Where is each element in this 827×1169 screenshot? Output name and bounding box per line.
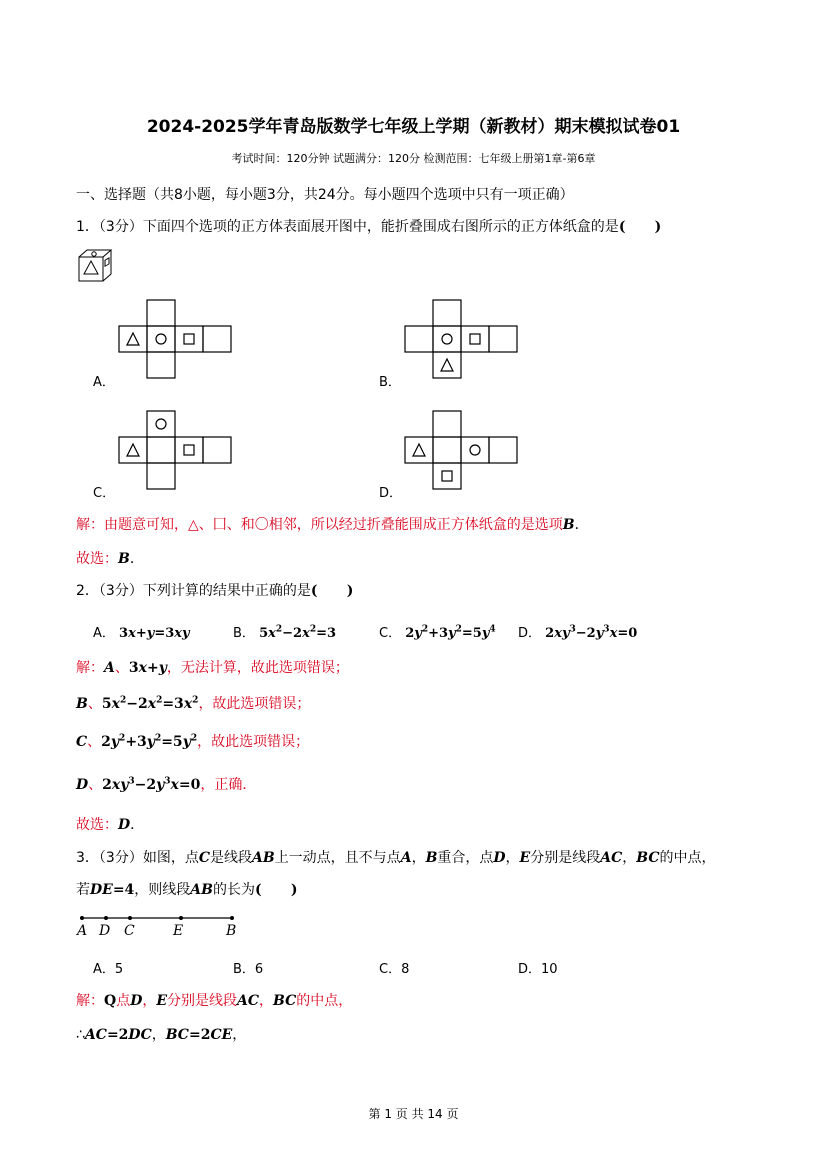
q1-option-d-net <box>404 409 518 493</box>
point-b <box>230 916 234 920</box>
page-title: 2024-2025学年青岛版数学七年级上学期（新教材）期末模拟试卷01 <box>146 117 681 137</box>
point-c <box>128 916 132 920</box>
q3-option-b: B．6 <box>233 962 264 977</box>
q2-option-d: D． $2xy^3-2y^3x=0$ <box>518 624 638 641</box>
q2-answer: 故选：D． <box>76 817 145 833</box>
reference-cube-figure <box>76 248 118 284</box>
label-b: B <box>226 923 237 939</box>
q1-option-d-label: D． <box>379 486 403 501</box>
q1-answer: 故选：B． <box>76 551 144 567</box>
q2-solution-c: C、$2y^2+3y^2=5y^2$，故此选项错误； <box>76 733 310 750</box>
circle-icon <box>470 445 480 455</box>
q2-option-b: B． $5x^2-2x^2=3$ <box>233 624 337 641</box>
point-e <box>179 916 183 920</box>
label-e: E <box>173 923 184 939</box>
square-icon <box>184 445 194 455</box>
q2-option-c: C． $2y^2+3y^2=5y^4$ <box>379 624 496 641</box>
q2-solution-d: D、$2xy^3-2y^3x=0$，正确． <box>76 776 257 793</box>
square-icon <box>184 334 194 344</box>
square-icon <box>442 471 452 481</box>
q1-option-c-net <box>118 409 232 493</box>
q3-solution-line2: ∴AC=2DC，BC=2CE， <box>76 1027 247 1043</box>
q3-option-a: A．5 <box>93 962 124 977</box>
q3-stem-line1: 3．（3分）如图，点C是线段AB上一动点，且不与点A，B重合，点D，E分别是线段AC，BC的中点， <box>76 850 716 866</box>
q1-option-b-net <box>404 298 518 382</box>
q3-option-c: C．8 <box>379 962 410 977</box>
triangle-icon <box>127 333 139 345</box>
circle-icon <box>442 334 452 344</box>
triangle-icon <box>413 444 425 456</box>
q1-option-a-net <box>118 298 232 382</box>
q2-solution-a: 解：A、3x+y，无法计算，故此选项错误； <box>76 660 349 676</box>
q1-option-b-label: B． <box>379 375 401 390</box>
label-d: D <box>99 923 111 939</box>
page-footer: 第 1 页 共 14 页 <box>368 1107 459 1121</box>
q1-stem: 1．（3分）下面四个选项的正方体表面展开图中，能折叠围成右图所示的正方体纸盒的是( ) <box>76 219 662 235</box>
q2-solution-b: B、$5x^2-2x^2=3x^2$，故此选项错误； <box>76 695 311 712</box>
q2-stem: 2．（3分）下列计算的结果中正确的是( ) <box>76 583 354 599</box>
q1-solution: 解：由题意可知，△、囗、和〇相邻，所以经过折叠能围成正方体纸盒的是选项B． <box>76 517 589 533</box>
circle-icon <box>156 334 166 344</box>
q2-option-a: A． 3x+y=3xy <box>93 626 190 641</box>
exam-info: 考试时间：120分钟 试题满分：120分 检测范围：七年级上册第1章-第6章 <box>231 152 596 165</box>
triangle-icon <box>441 359 453 371</box>
square-icon <box>470 334 480 344</box>
q3-stem-line2: 若DE=4，则线段AB的长为( ) <box>76 882 298 898</box>
point-d <box>104 916 108 920</box>
circle-icon <box>156 419 166 429</box>
q1-option-a-label: A． <box>93 375 115 390</box>
q3-segment-figure <box>74 910 244 940</box>
triangle-icon <box>127 444 139 456</box>
q1-option-c-label: C． <box>93 486 116 501</box>
label-a: A <box>77 923 88 939</box>
section-heading: 一、选择题（共8小题，每小题3分，共24分。每小题四个选项中只有一项正确） <box>76 187 574 203</box>
label-c: C <box>124 923 135 939</box>
q3-solution-line1: 解：Q点D，E分别是线段AC，BC的中点， <box>76 993 353 1009</box>
point-a <box>80 916 84 920</box>
q3-option-d: D．10 <box>518 962 558 977</box>
